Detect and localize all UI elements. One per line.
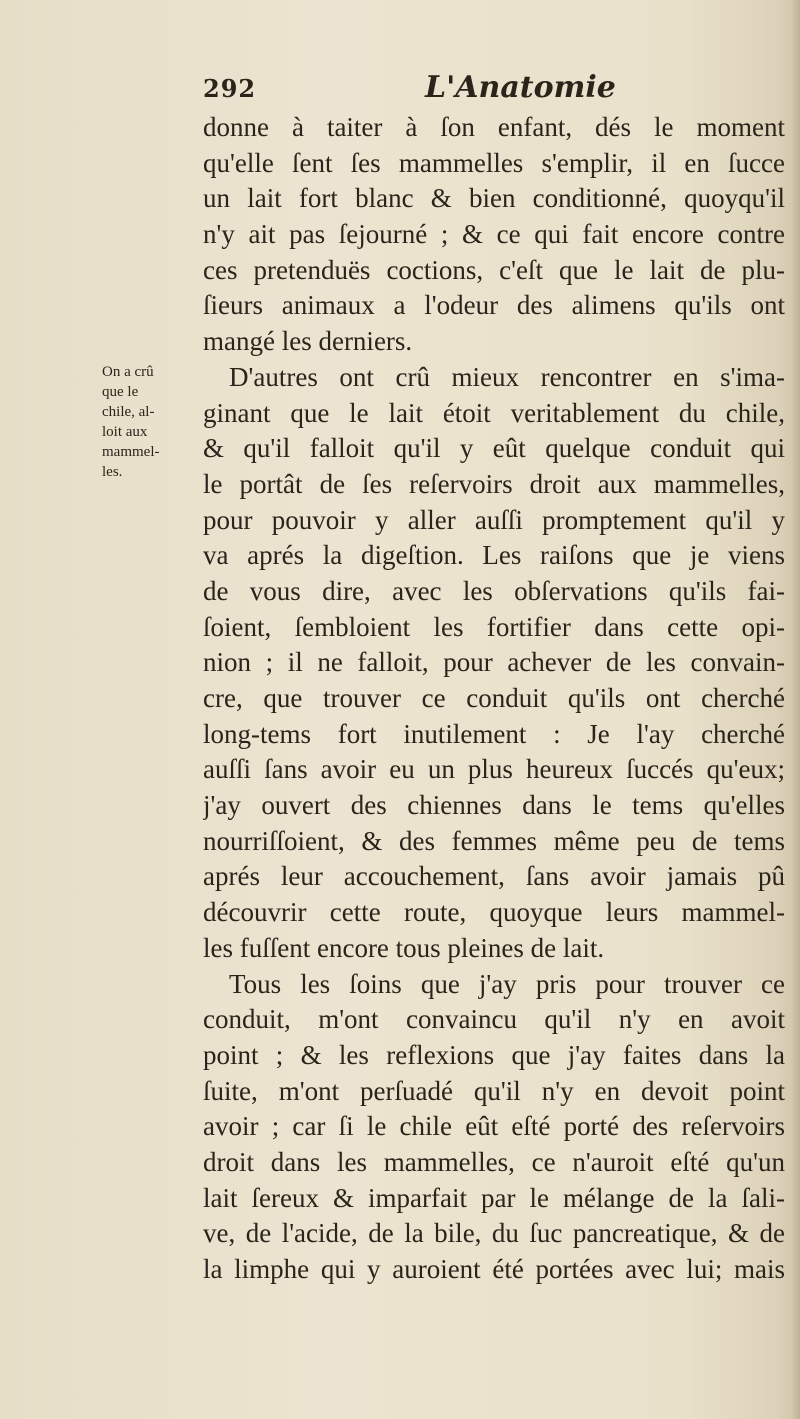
margin-note-line: les.: [102, 464, 123, 480]
text-line: la limphe qui y auroient été portées avec lui; mais: [203, 1254, 785, 1284]
text-line: découvrir cette route, quoyque leurs mammel-: [203, 897, 785, 928]
text-line: long-tems fort inutilement : Je l'ay cherché: [203, 718, 785, 749]
text-line: ſieurs animaux a l'odeur des alimens qu'ils ont: [203, 290, 785, 321]
text-line: aprés leur accouchement, ſans avoir jamais pû: [203, 861, 785, 892]
text-line: nourriſſoient, & des femmes même peu de tems: [203, 825, 785, 856]
running-title: L'Anatomie: [425, 70, 616, 105]
text-line: le portât de ſes reſervoirs droit aux mammelles,: [203, 468, 785, 499]
text-line: ſoient, ſembloient les fortifier dans cette opi-: [203, 611, 785, 642]
body-text: [203, 110, 785, 1288]
margin-note-line: On a crû: [102, 364, 154, 380]
text-line: ces pretenduës coctions, c'eſt que le lait de plu-: [203, 254, 785, 285]
text-line: droit dans les mammelles, ce n'auroit eſté qu'un: [203, 1146, 785, 1177]
text-line: pour pouvoir y aller auſſi promptement qu'il y: [203, 504, 785, 535]
text-line: auſſi ſans avoir eu un plus heureux ſuccés qu'eux;: [203, 754, 785, 785]
text-line: D'autres ont crû mieux rencontrer en s'ima-: [229, 361, 785, 392]
page-number: 292: [203, 74, 257, 103]
margin-note-line: chile, al-: [102, 404, 155, 420]
text-line: & qu'il falloit qu'il y eût quelque conduit qui: [203, 433, 785, 464]
page-edge: [790, 0, 800, 1419]
text-line: j'ay ouvert des chiennes dans le tems qu'elles: [203, 790, 785, 821]
text-line: ſuite, m'ont perſuadé qu'il n'y en devoit point: [203, 1075, 785, 1106]
text-line: mangé les derniers.: [203, 326, 413, 357]
text-line: les fuſſent encore tous pleines de lait.: [203, 932, 605, 963]
text-line: qu'elle ſent ſes mammelles s'emplir, il en ſucce: [203, 147, 785, 178]
text-line: donne à taiter à ſon enfant, dés le moment: [203, 112, 785, 142]
text-line: n'y ait pas ſejourné ; & ce qui fait encore contre: [203, 219, 785, 250]
text-line: conduit, m'ont convaincu qu'il n'y en avoit: [203, 1004, 785, 1035]
text-line: point ; & les reflexions que j'ay faites dans la: [203, 1039, 785, 1070]
text-line: Tous les ſoins que j'ay pris pour trouver ce: [229, 968, 785, 999]
margin-note: [102, 362, 192, 482]
text-line: avoir ; car ſi le chile eût eſté porté des reſervoirs: [203, 1111, 785, 1142]
text-line: ve, de l'acide, de la bile, du ſuc pancreatique, & de: [203, 1218, 785, 1249]
margin-note-line: mammel-: [102, 444, 160, 460]
margin-note-line: loit aux: [102, 424, 148, 440]
margin-note-line: que le: [102, 384, 139, 400]
text-line: un lait fort blanc & bien conditionné, quoyqu'il: [203, 183, 785, 214]
text-line: cre, que trouver ce conduit qu'ils ont cherché: [203, 683, 785, 713]
text-line: nion ; il ne falloit, pour achever de les convain-: [203, 647, 785, 678]
text-line: ginant que le lait étoit veritablement du chile,: [203, 397, 785, 428]
text-line: lait ſereux & imparfait par le mélange de la ſali-: [203, 1182, 785, 1213]
text-line: va aprés la digeſtion. Les raiſons que je viens: [203, 540, 785, 571]
text-line: de vous dire, avec les obſervations qu'ils fai-: [203, 575, 785, 606]
page-header: [203, 70, 800, 110]
